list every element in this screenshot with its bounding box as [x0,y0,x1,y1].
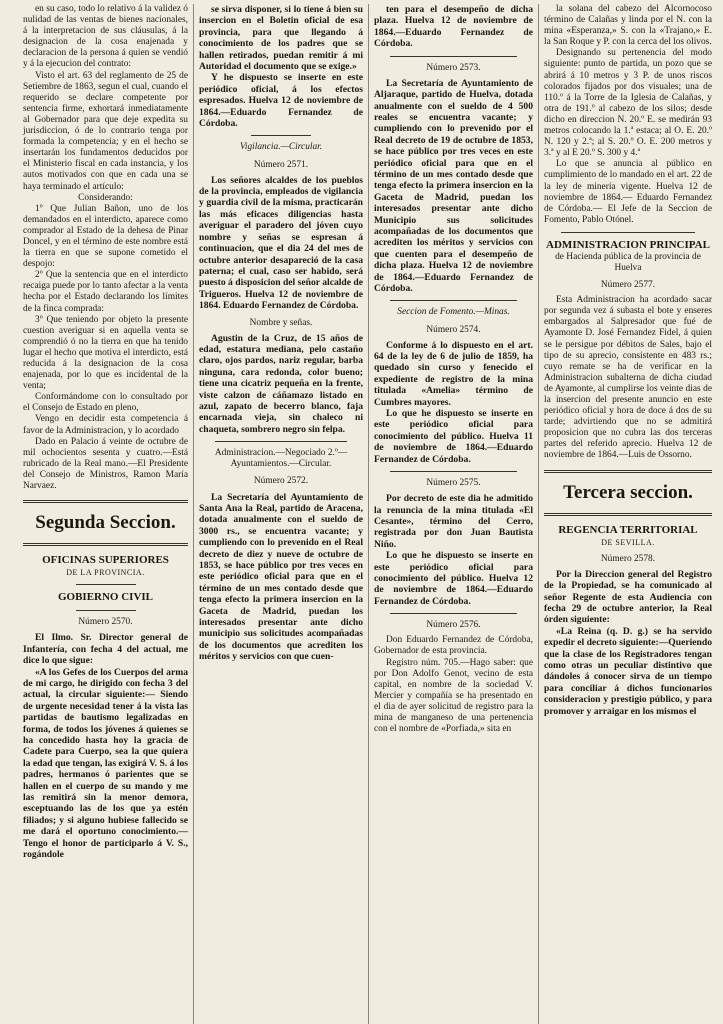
paragraph: Registro núm. 705.—Hago saber: que por Don Adolfo Genot, vecino de esta capital, en nombre de la sociedad V. Mercier y compañía se ha presentado en el dia de ayer solicitud de registro para la mina de manganeso de una pertenencia con el nombre de «Porfiada,» sita en [374,657,533,735]
paragraph: La Secretaría del Ayuntamiento de Santa Ana la Real, partido de Aracena, dotada anualmente con el sueldo de 3000 rs., se encuentra vacante; y cumpliendo con lo prevenido en el Real decreto de diez y nueve de octubre de 1853, se hace público por tres veces en este periódico oficial para que en el término de un mes contado desde que tenga efecto la primera insercion en la Gaceta de Madrid, puedan los interesados presentar ante dicho municipio sus solicitudes acompañadas de los documentos que acrediten los méritos y servicios con que cuen- [199,491,363,663]
article-number: Número 2578. [600,553,656,564]
paragraph: Visto el art. 63 del reglamento de 25 de Setiembre de 1863, segun el cual, cuando el requerido se declare competente por sentencia firme, exhortará inmediatamente al Gobernador para que deje expedita su jurisdiccion, ó de lo contrario tenga por formada la competencia; y en el hecho se insertarán los fundamentos deducidos por el Ministerio fiscal en cada instancia, y los autos motivados con que en cada una se haya terminado el artículo: [23,70,188,192]
article-number: Número 2575. [426,478,481,489]
paragraph: en su caso, todo lo relativo á la validez ó nulidad de las ventas de bienes nacionales, á la interpretacion de sus cláusulas, á la designacion de la cosa enajenada y declaracion de la persona á quien se vendió y á la ejecucion del contrato: [23,4,188,70]
divider [23,543,188,546]
divider [544,513,712,516]
divider [544,470,712,473]
divider [251,135,311,136]
article-number: Número 2570. [78,617,133,628]
admin-subheading: de Hacienda pública de la provincia de Huelva [555,251,701,273]
divider [76,584,136,585]
paragraph: Los señores alcaldes de los pueblos de la provincia, empleados de vigilancia y guardia civil de la misma, practicarán las más eficaces diligencias hasta averiguar el paradero del jóven cuyo nombre y señas se espresan á continuacion, que el dia 24 del mes de octubre anterior desapareció de la casa paterna; el cual, caso ser habido, será puesto á disposicion del señor alcalde de Trigueros. Huelva 12 de noviembre de 1864. Eduardo Fernandez de Córdoba. [199,174,364,312]
section-title: Tercera seccion. [563,481,693,503]
divider [561,232,695,233]
sevilla-heading: DE SEVILLA. [601,537,655,547]
paragraph: Por decreto de este dia he admitido la renuncia de la mina titulada «El Cesante», término del Cerro, registrada por don Juan Bautista Niño. [374,493,533,550]
paragraph: «La Reina (q. D. g.) se ha servido expedir el decreto siguiente:—Queriendo que la clase de los Registradores tengan como otras un peculiar distintivo que dándoles á conocer sirva de un tiempo para conciliar á dichos funcionarios consideracion y prestigio público, y para promover y arraigar en los mismos el [544,625,712,717]
article-number: Número 2576. [426,620,481,631]
paragraph: Por la Direccion general del Registro de la Propiedad, se ha comunicado al señor Regente de esta Audiencia con fecha 29 de octubre anterior, la Real órden siguiente: [544,568,712,626]
provincia-heading: DE LA PROVINCIA. [66,568,145,578]
divider [390,613,517,614]
paragraph: Esta Administracion ha acordado sacar por segunda vez á subasta el bote y enseres embargados al Salpresador que fué de Ayamonte D. José Fernandez Fidel, á quien se le persigue por débitos de Sales, bajo el tipo de su aprecio, consistente en 483 rs.; cuyo remate se ha de verificar en la Administracion subalterna de dicha ciudad de Ayamonte, al cumplirse los veinte dias de la insercion del presente anuncio en este periódico oficial y hora de doce á dos de su tarde; advirtiendo que no se admitirá proposicion que no cubra las dos terceras partes del referido aprecio. Huelva 12 de noviembre de 1864.—Luis de Ossorno. [544,295,712,461]
divider [390,56,517,57]
gobierno-heading: GOBIERNO CIVIL [57,591,154,604]
paragraph: El Ilmo. Sr. Director general de Infantería, con fecha 4 del actual, me dice lo que sigue: [23,632,188,667]
paragraph: «A los Gefes de los Cuerpos del arma de mi cargo, he dirigido con fecha 3 del actual, la circular siguiente:— Siendo de urgente necesidad tener á la vista las partidas de bautismo legalizadas en forma, de todos los jóvenes á quienes se ha concedido hasta hoy la gracia de Cadete para Cuerpo, sea la que quiera la edad que tengan, las exigirá V. S. á los padres, hermanos ó parientes que se hallen en el cuerpo de su mando y me las remitirá sin la menor demora, esceptuando las de los que ya estén filiados; y si alguno hubiese fallecido se me dará el oportuno conocimiento.—Tengo el honor de participarlo á V. S., rogándole [23,666,188,861]
article-number: Número 2577. [600,280,656,291]
paragraph: Designando su pertenencia del modo siguiente: punto de partida, un pozo que se abrirá á 10 metros y 3 P. de unos riscos colorados fijados por dos visuales; una de 110.º á la Torre de la Iglesia de Calañas, y otra de 191.º al cabezo de los silos; desde dicho en direccion N. 20.º E. se medirán 93 metros colocando la 1.ª estaca; al O. E. 20.º N. 120 y 2.ª; al S. 20.º O. E. 200 metros y 3.ª y al E 20.º S. 300 y 4.ª [544,48,712,159]
paragraph: 1º Que Julian Bañon, uno de los demandados en el interdicto, aparece como comprador al Estado de la dehesa de Pinar Doncel, y en el término de este nombre está la tierra en que se supone cometido el despojo: [23,203,188,270]
column-4 [539,4,717,1024]
paragraph: Y he dispuesto se inserte en este periódico oficial, á los efectos espresados. Huelva 12 de noviembre de 1864.—Eduardo Fernandez de Córdoba. [199,72,363,130]
regencia-heading: REGENCIA TERRITORIAL [558,523,698,536]
section-title: Segunda Seccion. [35,512,176,534]
divider [23,500,188,503]
paragraph: Conformándome con lo consultado por el Consejo de Estado en pleno, [23,392,188,414]
article-number: Número 2571. [253,159,309,170]
paragraph: Don Eduardo Fernandez de Córdoba, Gobernador de esta provincia. [374,635,533,657]
paragraph: Lo que he dispuesto se inserte en este periódico oficial para conocimiento del público. Huelva 12 de noviembre de 1864.—Eduardo Fernandez de Córdoba. [374,550,533,607]
paragraph: Lo que se anuncia al público en cumplimiento de lo mandado en el art. 22 de la ley de minería vigente. Huelva 12 de noviembre de 1864.— Eduardo Fernandez de Córdoba.— El Jefe de la Seccion de Fomento, Pablo Otónel. [544,159,712,225]
section-heading: Vigilancia.—Circular. [239,142,323,153]
section-heading: Administracion.—Negociado 2.º— Ayuntamientos.—Circular. [214,448,348,470]
admin-heading: ADMINISTRACION PRINCIPAL [546,238,710,251]
paragraph: Lo que he dispuesto se inserte en este periódico oficial para conocimiento del público. Huelva 11 de noviembre de 1864.—Eduardo Fernandez de Córdoba. [374,408,533,465]
divider [215,441,346,442]
article-number: Número 2572. [253,476,309,487]
divider [390,300,517,301]
paragraph: ten para el desempeño de dicha plaza. Huelva 12 de noviembre de 1864.—Eduardo Fernandez de Córdoba. [374,4,533,50]
divider [390,471,517,472]
column-2 [194,4,369,1024]
section-heading: Nombre y señas. [249,317,313,328]
paragraph: 2º Que la sentencia que en el interdicto recaiga puede por lo tanto afectar a la venta hecha por el Estado declarando los límites de la finca comprada: [23,270,188,314]
paragraph: 3º Que teniendo por objeto la presente cuestion averiguar si en aquella venta se comprendió ó no la tierra en que ha tenido lugar el hecho que motiva el interdicto, está reducida á la designacion de la cosa enajenada, por lo que es incidental de la venta; [23,314,188,392]
column-3 [369,4,539,1024]
paragraph: Dado en Palacio á veinte de octubre de mil ochocientos sesenta y cuatro.—Está rubricado de la Real mano.—El Presidente del Consejo de Ministros, Ramon María Narvaez. [23,436,188,492]
paragraph: Conforme á lo dispuesto en el art. 64 de la ley de 6 de julio de 1859, ha quedado sin curso y fenecido el expediente de registro de la mina titulada «Amelia» término de Cumbres mayores. [374,339,533,408]
paragraph: La Secretaría de Ayuntamiento de Aljaraque, partido de Huelva, dotada anualmente con el sueldo de 4 500 reales se encuentra vacante; y cumpliendo con lo prevenido por el Real decreto de 19 de octubre de 1853, se hace público por tres veces en este periódico oficial para que en el término de un mes contado desde que tenga efecto la primera insercion en la Gaceta de Madrid, puedan los interesados presentar ante dicho Municipio sus solicitudes acompañadas de los documentos que acrediten los méritos y servicios con que cuenten para el desempeño de dicha plaza. Huelva 12 de noviembre de 1864.—Eduardo Fernandez de Córdoba. [374,77,533,295]
paragraph: Agustin de la Cruz, de 15 años de edad, estatura mediana, pelo castaño claro, ojos pardos, nariz regular, barba ninguna, cara redonda, color bueno; tiene una cicatriz pequeña en la frente, viste calzon de cáñamazo listado en azul, zapato de becerro blanco, faja encarnada vieja, sin chaleco ni chaqueta, sombrero negro sin felpa. [199,332,363,435]
columns [18,4,717,1024]
section-heading: Seccion de Fomento.—Minas. [397,307,510,318]
article-number: Número 2573. [426,62,481,73]
paragraph: la solana del cabezo del Alcornocoso término de Calañas y linda por el N. con la mina «Esperanza,» S. con la «Trajano,» E. la San Roque y P. con la cerca del los olivos. [544,4,712,48]
column-1 [18,4,194,1024]
paragraph: Vengo en decidir esta competencia á favor de la Administracion, y lo acordado [23,414,188,436]
considerando-heading: Considerando: [78,192,133,203]
divider [76,610,136,611]
article-number: Número 2574. [426,324,481,335]
paragraph: se sirva disponer, si lo tiene á bien su insercion en el Boletin oficial de esa provincia, para que llegando á conocimiento de los padres que se hallen retirados, puedan remitir á mi Autoridad el documento que se exige.» [199,4,363,73]
oficinas-heading: OFICINAS SUPERIORES [42,554,169,567]
